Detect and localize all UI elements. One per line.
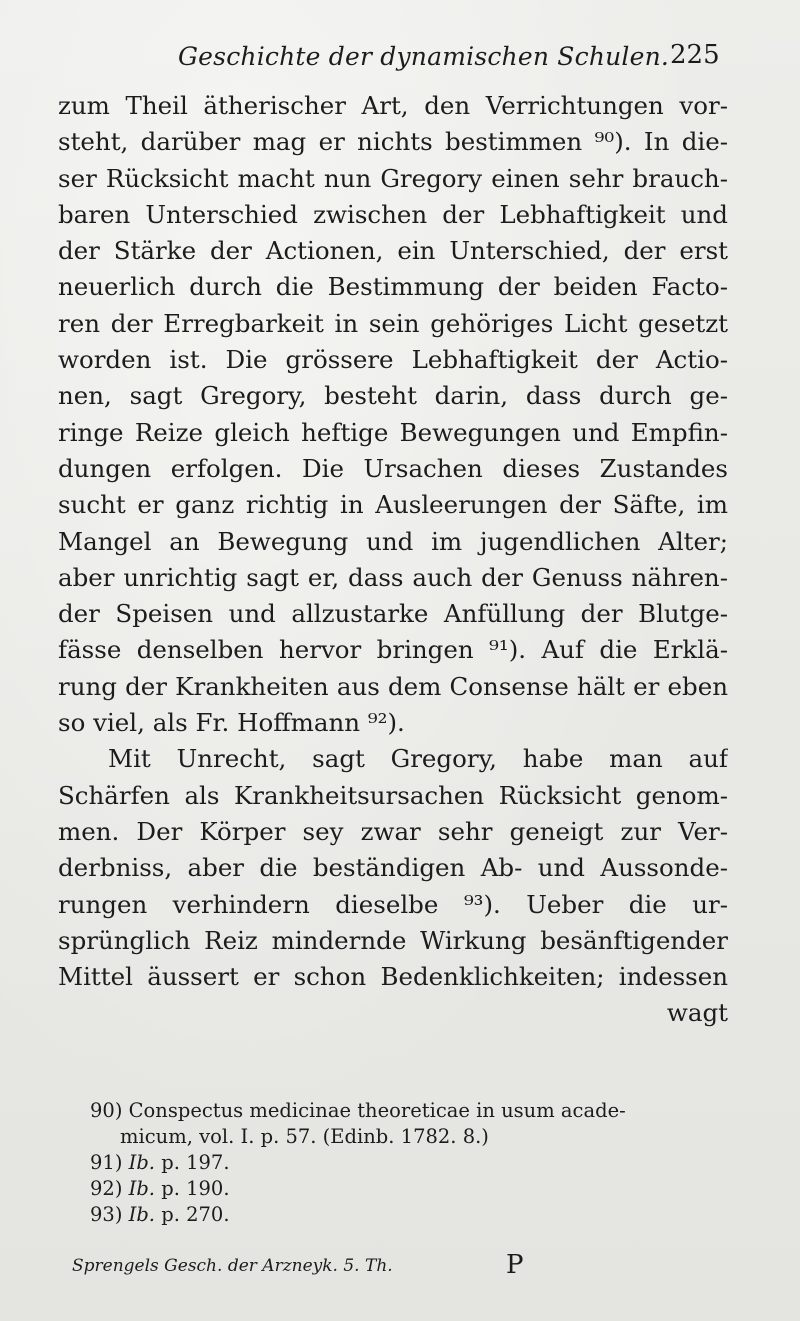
text-line: men. Der Körper sey zwar sehr geneigt zur Ver- xyxy=(58,816,728,846)
text-line: worden ist. Die grössere Lebhaftigkeit der Actio- xyxy=(58,345,728,375)
catchword: wagt xyxy=(666,998,728,1028)
footnotes xyxy=(90,1098,730,1228)
printer-signature: Sprengels Gesch. der Arzneyk. 5. Th. xyxy=(72,1256,393,1276)
paragraph-end-line: so viel, als Fr. Hoffmann ⁹²). xyxy=(58,708,405,738)
text-line: nen, sagt Gregory, besteht darin, dass durch ge- xyxy=(58,381,728,411)
text-line: der Speisen und allzustarke Anfüllung der Blutge- xyxy=(58,599,728,629)
footnote-page: p. 190. xyxy=(161,1177,230,1200)
text-line: aber unrichtig sagt er, dass auch der Genuss nähren- xyxy=(58,562,728,592)
text-line: ser Rücksicht macht nun Gregory einen sehr brauch- xyxy=(58,163,728,193)
text-line: dungen erfolgen. Die Ursachen dieses Zustandes xyxy=(58,453,728,483)
page-number: 225 xyxy=(670,40,720,70)
text-line: Schärfen als Krankheitsursachen Rücksicht genom- xyxy=(58,780,728,810)
text-line: fässe denselben hervor bringen ⁹¹). Auf die Erklä- xyxy=(58,635,728,665)
text-line: rung der Krankheiten aus dem Consense hält er eben xyxy=(58,671,728,701)
sheet-signature-letter: P xyxy=(506,1250,524,1280)
text-line: der Stärke der Actionen, ein Unterschied, der erst xyxy=(58,236,728,266)
text-line: steht, darüber mag er nichts bestimmen ⁹⁰). In die- xyxy=(58,127,728,157)
footnote-page: p. 270. xyxy=(161,1203,230,1226)
text-line: ren der Erregbarkeit in sein gehöriges Licht gesetzt xyxy=(58,308,728,338)
ibidem-abbrev: Ib. xyxy=(128,1151,156,1174)
text-line: Mittel äussert er schon Bedenklichkeiten; indessen xyxy=(58,962,728,992)
paragraph-start-line: Mit Unrecht, sagt Gregory, habe man auf xyxy=(108,744,728,774)
page-footer xyxy=(72,1252,732,1286)
footnote-90-continuation: micum, vol. I. p. 57. (Edinb. 1782. 8.) xyxy=(120,1125,489,1148)
page-header xyxy=(0,30,800,80)
footnote-page: p. 197. xyxy=(161,1151,230,1174)
body-text xyxy=(58,88,728,1032)
text-line: neuerlich durch die Bestimmung der beiden Facto- xyxy=(58,272,728,302)
running-title: Geschichte der dynamischen Schulen. xyxy=(178,42,670,71)
footnote-number: 92) xyxy=(90,1177,123,1200)
text-line: zum Theil ätherischer Art, den Verrichtungen vor- xyxy=(58,91,728,120)
ibidem-abbrev: Ib. xyxy=(128,1203,156,1226)
footnote-number: 93) xyxy=(90,1203,123,1226)
text-line: rungen verhindern dieselbe ⁹³). Ueber die ur- xyxy=(58,889,728,919)
footnote-number: 91) xyxy=(90,1151,123,1174)
text-line: derbniss, aber die beständigen Ab- und Aussonde- xyxy=(58,853,728,883)
text-line: sprünglich Reiz mindernde Wirkung besänftigender xyxy=(58,925,728,955)
text-line: sucht er ganz richtig in Ausleerungen der Säfte, im xyxy=(58,490,728,520)
footnote-91 xyxy=(90,1150,730,1176)
footnote-90: 90) Conspectus medicinae theoreticae in usum acade- xyxy=(90,1099,626,1122)
text-line: ringe Reize gleich heftige Bewegungen und Empfin- xyxy=(58,417,728,447)
text-line: Mangel an Bewegung und im jugendlichen Alter; xyxy=(58,526,728,556)
footnote-92 xyxy=(90,1176,730,1202)
ibidem-abbrev: Ib. xyxy=(128,1177,156,1200)
text-line: baren Unterschied zwischen der Lebhaftigkeit und xyxy=(58,199,728,229)
footnote-93 xyxy=(90,1202,730,1228)
